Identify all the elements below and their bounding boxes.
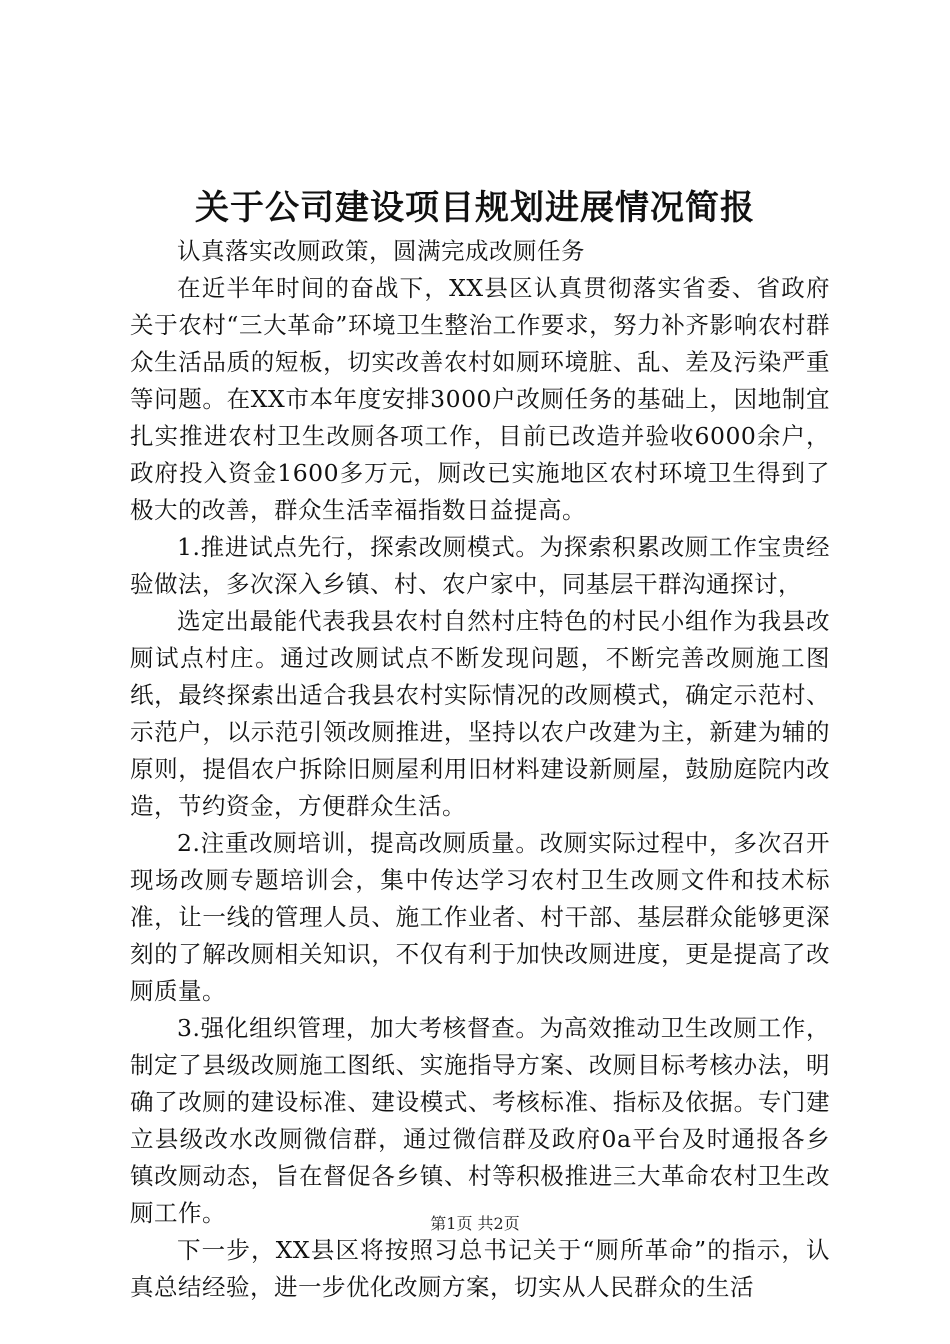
document-title: 关于公司建设项目规划进展情况简报	[195, 188, 755, 228]
paragraph-next-step: 下一步，XX县区将按照习总书记关于“厕所革命”的指示，认真总结经验，进一步优化改厕方案，切实从人民群众的生活	[130, 1236, 830, 1301]
paragraph-item-2: 2.注重改厕培训，提高改厕质量。改厕实际过程中，多次召开现场改厕专题培训会，集中传达学习农村卫生改厕文件和技术标准，让一线的管理人员、施工作业者、村干部、基层群众能够更深刻的了解改厕相关知识，不仅有利于加快改厕进度，更是提高了改厕质量。	[130, 829, 830, 1005]
paragraph-item-1-continued: 选定出最能代表我县农村自然村庄特色的村民小组作为我县改厕试点村庄。通过改厕试点不断发现问题，不断完善改厕施工图纸，最终探索出适合我县农村实际情况的改厕模式，确定示范村、示范户，以示范引领改厕推进，坚持以农户改建为主，新建为辅的原则，提倡农户拆除旧厕屋利用旧材料建设新厕屋，鼓励庭院内改造，节约资金，方便群众生活。	[130, 607, 830, 820]
paragraph-subheading: 认真落实改厕政策，圆满完成改厕任务	[177, 237, 585, 265]
page-footer: 第1页 共2页	[430, 1214, 520, 1233]
document-body	[130, 233, 830, 1306]
paragraph-intro: 在近半年时间的奋战下，XX县区认真贯彻落实省委、省政府关于农村“三大革命”环境卫生整治工作要求，努力补齐影响农村群众生活品质的短板，切实改善农村如厕环境脏、乱、差及污染严重等问题。在XX市本年度安排3000户改厕任务的基础上，因地制宜扎实推进农村卫生改厕各项工作，目前已改造并验收6000余户，政府投入资金1600多万元，厕改已实施地区农村环境卫生得到了极大的改善，群众生活幸福指数日益提高。	[130, 274, 830, 524]
paragraph-item-3: 3.强化组织管理，加大考核督查。为高效推动卫生改厕工作，制定了县级改厕施工图纸、实施指导方案、改厕目标考核办法，明确了改厕的建设标准、建设模式、考核标准、指标及依据。专门建立县级改水改厕微信群，通过微信群及政府0a平台及时通报各乡镇改厕动态，旨在督促各乡镇、村等积极推进三大革命农村卫生改厕工作。	[130, 1014, 830, 1227]
paragraph-item-1: 1.推进试点先行，探索改厕模式。为探索积累改厕工作宝贵经验做法，多次深入乡镇、村、农户家中，同基层干群沟通探讨，	[130, 533, 830, 598]
